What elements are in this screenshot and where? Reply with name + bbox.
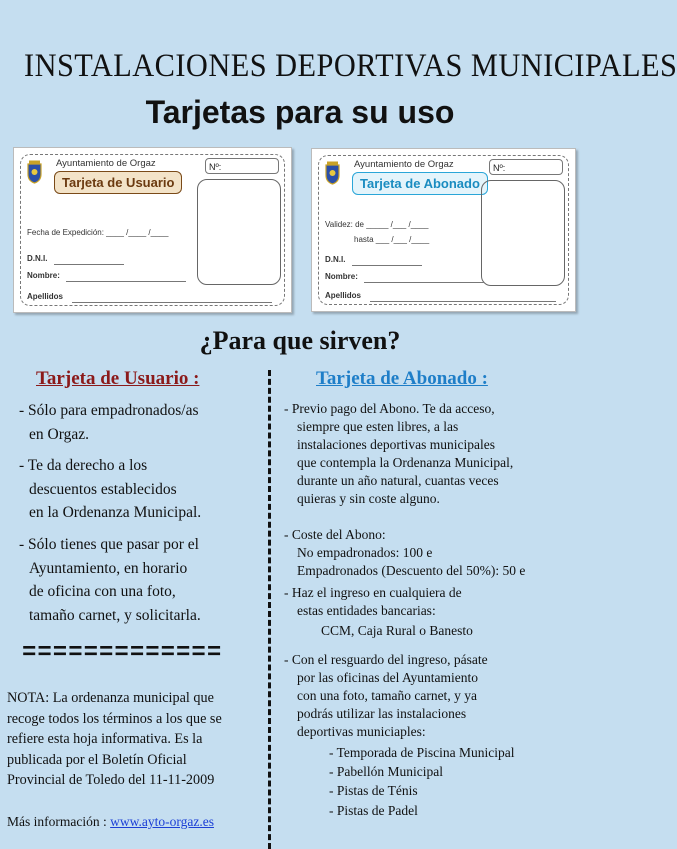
card-dni: D.N.I. xyxy=(27,254,48,263)
usuario-item-line: - Te da derecho a los xyxy=(19,457,148,474)
abonado-item-line: estas entidades bancarias: xyxy=(297,603,436,618)
abonado-item-line: durante un año natural, cuantas veces xyxy=(297,473,499,488)
page-subtitle: Tarjetas para su uso xyxy=(145,94,455,130)
more-info-label: Más información : xyxy=(7,814,107,829)
coat-of-arms-icon xyxy=(26,160,43,184)
section-question: ¿Para que sirven? xyxy=(199,326,401,355)
card-nombre: Nombre: xyxy=(27,271,60,280)
abonado-item-line: - Previo pago del Abono. Te da acceso, xyxy=(284,401,495,416)
abonado-item-line: - Pabellón Municipal xyxy=(329,764,443,779)
usuario-item-line: Ayuntamiento, en horario xyxy=(29,560,188,577)
abonado-item-line: - Coste del Abono: xyxy=(284,527,386,542)
card-number-field: Nº: xyxy=(205,158,279,174)
abonado-item-line: - Con el resguardo del ingreso, pásate xyxy=(284,652,488,667)
dni-line xyxy=(352,265,422,266)
usuario-item-line: tamaño carnet, y solicitarla. xyxy=(29,607,201,624)
nota-line: publicada por el Boletín Oficial xyxy=(7,751,187,768)
nota-line: NOTA: La ordenanza municipal que xyxy=(7,690,214,706)
card-dni: D.N.I. xyxy=(325,255,346,264)
usuario-item-line: - Sólo tienes que pasar por el xyxy=(19,536,199,553)
photo-box xyxy=(197,179,281,285)
nota-line: refiere esta hoja informativa. Es la xyxy=(7,731,203,747)
abonado-item-line: - Haz el ingreso en cualquiera de xyxy=(284,585,462,600)
abonado-item-line: siempre que esten libres, a las xyxy=(297,419,459,434)
abonado-item-line: por las oficinas del Ayuntamiento xyxy=(297,670,478,685)
abonado-item-line: instalaciones deportivas municipales xyxy=(297,437,495,452)
nota-block xyxy=(7,688,222,791)
card-ayuntamiento: Ayuntamiento de Orgaz xyxy=(56,158,156,169)
coat-of-arms-icon xyxy=(324,161,341,185)
abonado-item-line: quieras y sin coste alguno. xyxy=(297,491,440,506)
usuario-item-line: descuentos establecidos xyxy=(29,481,177,498)
card-abonado xyxy=(311,148,576,312)
usuario-item-line: en Orgaz. xyxy=(29,426,89,443)
abonado-item-line: - Pistas de Padel xyxy=(329,803,418,818)
badge-abonado: Tarjeta de Abonado xyxy=(352,172,488,195)
apellidos-line xyxy=(370,301,556,302)
website-link[interactable]: www.ayto-orgaz.es xyxy=(110,814,214,829)
card-apellidos: Apellidos xyxy=(325,291,362,300)
card-validez: Validez: de _____ /___ /____ xyxy=(325,220,429,229)
abonado-item-line: - Temporada de Piscina Municipal xyxy=(329,745,515,760)
card-hasta: hasta ___ /___ /____ xyxy=(354,235,430,244)
column-divider xyxy=(268,370,271,849)
usuario-item-line: - Sólo para empadronados/as xyxy=(19,402,199,419)
more-info xyxy=(7,814,214,830)
abonado-item-line: con una foto, tamaño carnet, y ya xyxy=(297,688,477,703)
nombre-line xyxy=(66,281,186,282)
card-number-field: Nº: xyxy=(489,159,563,175)
abonado-item-line: No empadronados: 100 e xyxy=(297,545,433,560)
heading-abonado: Tarjeta de Abonado : xyxy=(316,368,488,389)
abonado-item-line: - Pistas de Ténis xyxy=(329,783,418,798)
usuario-item-line: de oficina con una foto, xyxy=(29,583,176,600)
photo-box xyxy=(481,180,565,286)
page-title: INSTALACIONES DEPORTIVAS MUNICIPALES xyxy=(24,48,677,84)
separator: ============= xyxy=(22,640,223,667)
usuario-item-line: en la Ordenanza Municipal. xyxy=(29,504,202,521)
card-usuario xyxy=(13,147,292,313)
abonado-item-line: deportivas municiaples: xyxy=(297,724,426,739)
card-ayuntamiento: Ayuntamiento de Orgaz xyxy=(354,159,454,170)
abonado-item-line: CCM, Caja Rural o Banesto xyxy=(321,623,473,638)
abonado-item-line: podrás utilizar las instalaciones xyxy=(297,706,467,721)
abonado-item-line: Empadronados (Descuento del 50%): 50 e xyxy=(297,563,526,578)
nota-line: recoge todos los términos a los que se xyxy=(7,710,222,727)
nombre-line xyxy=(364,282,484,283)
dni-line xyxy=(54,264,124,265)
nota-line: Provincial de Toledo del 11-11-2009 xyxy=(7,772,215,788)
card-nombre: Nombre: xyxy=(325,272,358,281)
apellidos-line xyxy=(72,302,272,303)
heading-usuario: Tarjeta de Usuario : xyxy=(36,368,200,389)
card-fecha: Fecha de Expedición: ____ /____ /____ xyxy=(27,228,169,237)
abonado-item-line: que contempla la Ordenanza Municipal, xyxy=(297,455,514,470)
card-apellidos: Apellidos xyxy=(27,292,64,301)
badge-usuario: Tarjeta de Usuario xyxy=(54,171,182,194)
